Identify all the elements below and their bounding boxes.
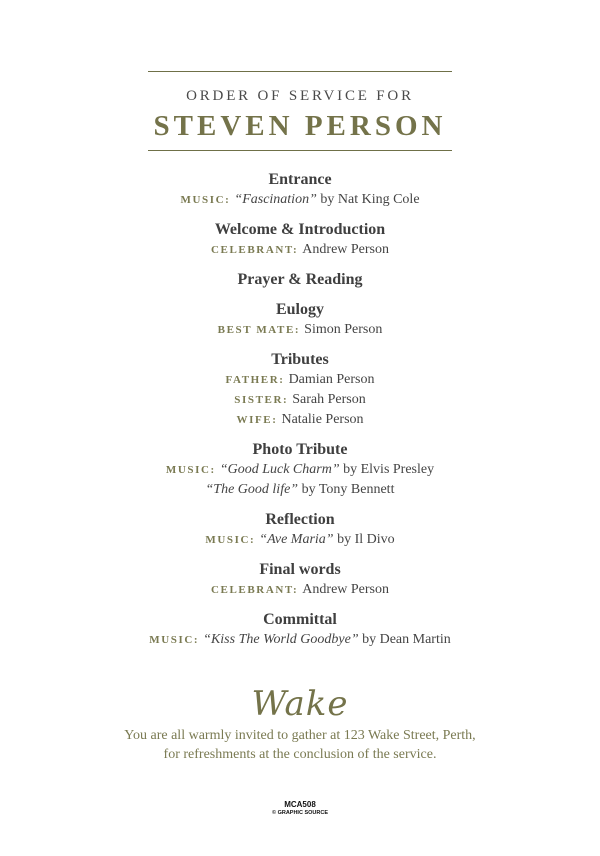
program-item-detail [0,630,600,650]
detail-role-label: CELEBRANT: [210,244,299,256]
detail-role-label: WIFE: [236,414,278,426]
wake-invitation [0,726,600,764]
program-item [0,610,600,650]
program-item-detail [0,190,600,210]
detail-text: Andrew Person [302,242,390,257]
program-item-title: Prayer & Reading [237,271,363,288]
service-program [0,170,600,660]
program-item-title: Tributes [271,351,329,368]
program-item-detail [0,480,600,500]
detail-role-label: MUSIC: [165,464,216,476]
program-item [0,300,600,340]
program-item-title: Entrance [268,171,332,188]
detail-role-label: CELEBRANT: [210,584,299,596]
detail-text: by Elvis Presley [339,462,435,477]
wake-invitation-line: for refreshments at the conclusion of the service. [163,747,437,762]
program-item-detail [0,320,600,340]
program-item [0,220,600,260]
detail-song-title: “Ave Maria” [259,532,334,547]
detail-song-title: “Fascination” [234,192,317,207]
program-item-title: Eulogy [275,301,324,318]
program-item-title: Reflection [265,511,335,528]
program-item [0,560,600,600]
program-item-title: Final words [259,561,341,578]
program-item-title: Committal [263,611,337,628]
top-divider [148,71,452,72]
program-item [0,510,600,550]
program-item-detail [0,410,600,430]
program-item-detail [0,580,600,600]
bottom-divider [148,150,452,151]
detail-song-title: “Good Luck Charm” [219,462,340,477]
program-item-title: Photo Tribute [252,441,348,458]
detail-text: by Nat King Cole [316,192,420,207]
detail-role-label: MUSIC: [205,534,256,546]
program-item-title: Welcome & Introduction [214,221,386,238]
program-item-detail [0,370,600,390]
program-item-detail [0,240,600,260]
wake-invitation-line: You are all warmly invited to gather at 123 Wake Street, Perth, [124,728,476,743]
product-code: MCA508 [284,800,316,809]
detail-role-label: BEST MATE: [217,324,301,336]
detail-text: by Dean Martin [358,632,451,647]
program-item [0,350,600,430]
detail-role-label: MUSIC: [149,634,200,646]
program-item [0,440,600,500]
detail-role-label: SISTER: [234,394,289,406]
program-item [0,170,600,210]
detail-text: Damian Person [288,372,375,387]
program-item [0,270,600,290]
detail-text: Sarah Person [292,392,366,407]
detail-text: Simon Person [304,322,383,337]
order-of-service-subtitle: ORDER OF SERVICE FOR [186,88,414,104]
program-item-detail [0,390,600,410]
detail-text: by Tony Bennett [298,482,395,497]
copyright-notice: © GRAPHIC SOURCE [271,810,328,816]
detail-role-label: MUSIC: [180,194,231,206]
detail-song-title: “The Good life” [205,482,299,497]
program-item-detail [0,460,600,480]
detail-text: by Il Divo [333,532,395,547]
program-item-detail [0,530,600,550]
wake-heading: Wake [251,684,349,724]
detail-song-title: “Kiss The World Goodbye” [203,632,359,647]
detail-text: Natalie Person [281,412,364,427]
deceased-name: STEVEN PERSON [153,110,447,142]
footer [0,800,600,817]
detail-role-label: FATHER: [225,374,285,386]
detail-text: Andrew Person [302,582,390,597]
